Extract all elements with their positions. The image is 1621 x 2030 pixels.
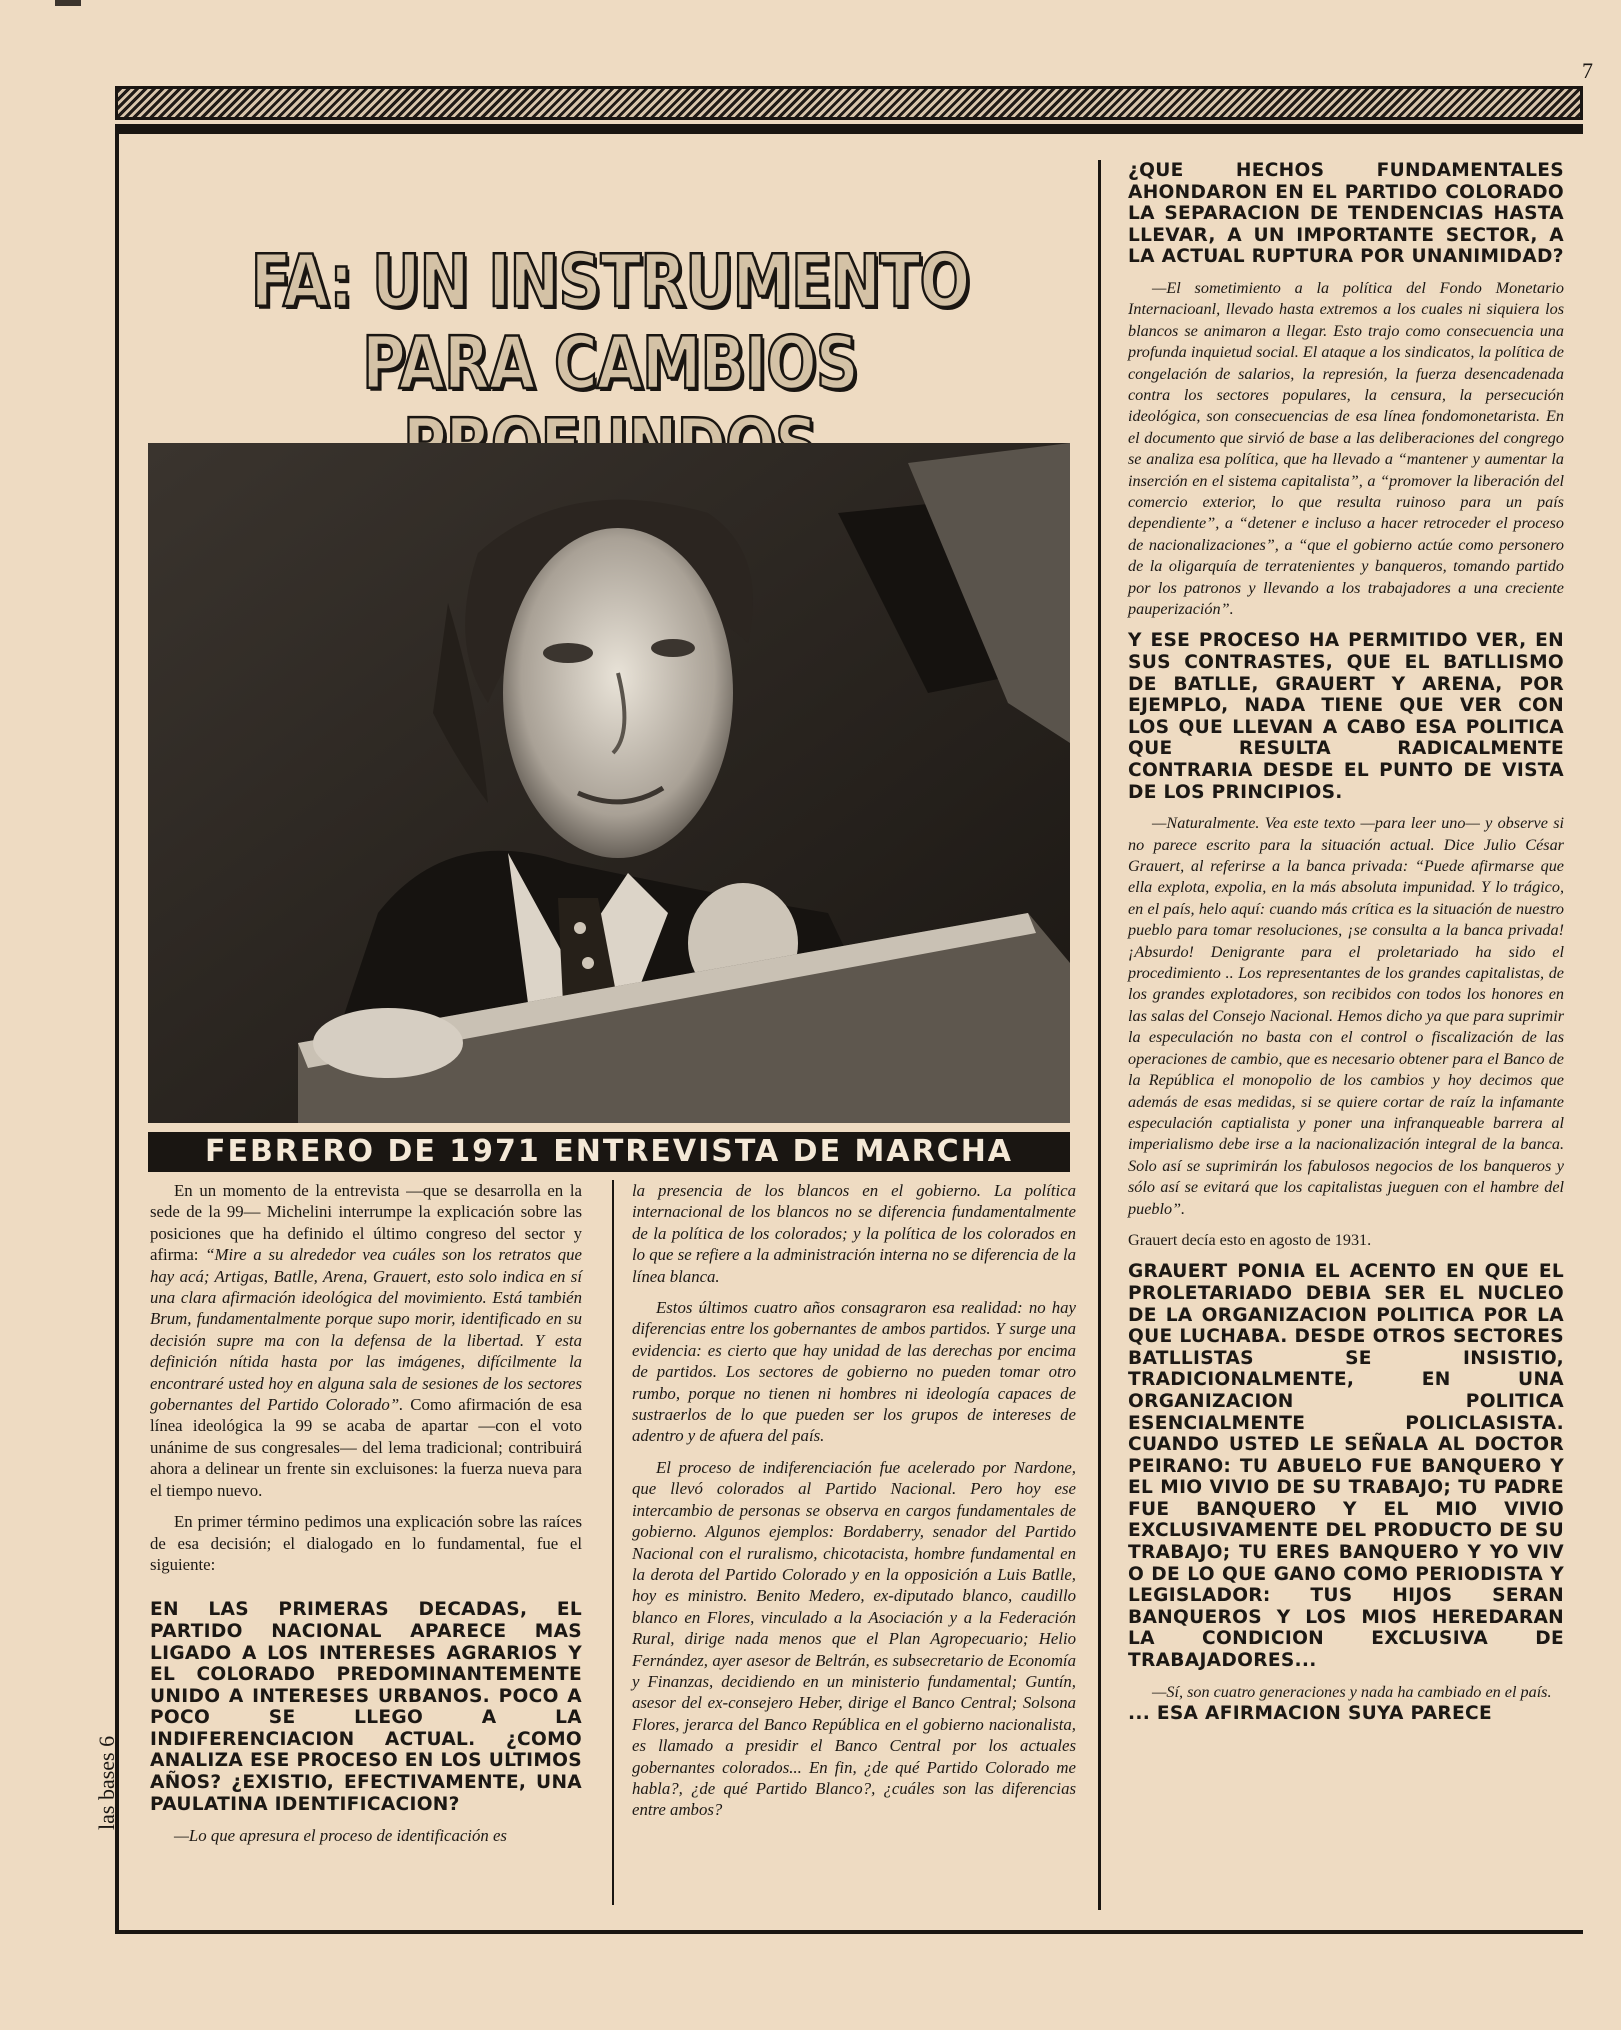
question-3: Y ESE PROCESO HA PERMITIDO VER, EN SUS CONTRASTES, QUE EL BATLLISMO DE BATLLE, GRAUERT Y ARENA, POR EJEMPLO, NADA TIENE QUE VER CON LOS QUE LLEVAN A CABO ESA POLITICA QUE RESULTA RADICALMENTE CONTRARIA DESDE EL PUNTO DE VISTA DE LOS PRINCIPIOS.: [1128, 630, 1564, 803]
header-rule: [115, 124, 1583, 134]
answer-1-para-3: El proceso de indiferenciación fue acelerado por Nardone, que llevó colorados al Partido Nacional. Pero hoy ese intercambio de personas se observa en cargos fundamentales de gobierno. Algunos ejemplos: Bordaberry, senador del Partido Nacional con el ruralismo, chicotacista, hombre fundamental en la derota del Partido Colorado y en la opposición a Luis Batlle, hoy es ministro. Benito Medero, ex-diputado blanco, caudillo blanco en Flores, vinculado a la Asociación y a la Federación Rural, dirige nada menos que el Plan Agropecuario; Helio Fernández, ayer asesor de Beltrán, es subsecretario de Economía y Finanzas, decidiendo en un ministerio fundamental; Guntín, asesor del ex-consejero Heber, dirige el Banco Central; Solsona Flores, jerarca del Banco República en el gobierno nacionalista, es llamado a presidir el Banco Central por los actuales gobernantes colorados... En fin, ¿de qué Partido Colorado me habla?, ¿de qué Partido Blanco?, ¿cuáles son las diferencias entre ambos?: [632, 1457, 1076, 1820]
column-1: [150, 1180, 582, 1847]
intro-paragraph-2: En primer término pedimos una explicación sobre las raíces de esa decisión; el dialogado en lo fundamental, fue el siguiente:: [150, 1512, 582, 1574]
michelini-quote: “Mire a su alrededor vea cuáles son los retratos que hay acá; Artigas, Batlle, Arena, Grauert, esto solo indica en sí una clara afirmación ideológica del movimiento. Está también Brum, fundamentalmente porque supo morir, identificado en su decisión supre ma con la defensa de la libertad. Y esta definición nítida hasta por las imágenes, difícilmente la encontraré usted hoy en alguna sala de sesiones de los sectores gobernantes del Partido Colorado”.: [150, 1245, 583, 1415]
top-edge-mark: [55, 0, 81, 6]
page-number: 7: [1582, 58, 1593, 83]
headline-line-2: PARA CAMBIOS: [362, 321, 858, 405]
question-2: ¿QUE HECHOS FUNDAMENTALES AHONDARON EN EL PARTIDO COLORADO LA SEPARACION DE TENDENCIAS HASTA LLEVAR, A UN IMPORTANTE SECTOR, A LA ACTUAL RUPTURA POR UNANIMIDAD?: [1128, 160, 1564, 268]
answer-1-para-2: Estos últimos cuatro años consagraron esa realidad: no hay diferencias entre los gobernantes de ambos partidos. Y surge una evidencia: es cierto que hay unidad de las derechas por encima de partidos. Los sectores de gobierno no pueden tomar otro rumbo, porque no tienen ni hombres ni ideología capaces de sustraerlos de lo que pueden ser los grupos de intereses de adentro y de afuera del país.: [632, 1298, 1076, 1446]
answer-1-start: —Lo que apresura el proceso de identificación es: [174, 1826, 507, 1846]
headline-line-1: FA: UN INSTRUMENTO: [250, 239, 970, 323]
publication-side-tag: las bases 6: [94, 1735, 119, 1830]
intro-text: En un momento de la entrevista —que se desarrolla en la sede de la 99— Michelini interrumpe la explicación sobre las posiciones que ha definido el último congreso del sector y afirma:: [150, 1181, 582, 1265]
frame-bottom-rule: [115, 1930, 1583, 1934]
intro-paragraph: [150, 1180, 582, 1501]
answer-1-cont: la presencia de los blancos en el gobierno. La política internacional de los blancos no se diferencia fundamentalmente de la política de los colorados; y la política de los colorados en lo que se refiere a la administración interna no se diferencia de la línea blanca.: [632, 1181, 1076, 1286]
question-4: GRAUERT PONIA EL ACENTO EN QUE EL PROLETARIADO DEBIA SER EL NUCLEO DE LA ORGANIZACION POLITICA POR LA QUE LUCHABA. DESDE OTROS SECTORES BATLLISTAS SE INSISTIO, TRADICIONALMENTE, EN UNA ORGANIZACION POLITICA ESENCIALMENTE POLICLASISTA. CUANDO USTED LE SEÑALA AL DOCTOR PEIRANO: TU ABUELO FUE BANQUERO Y EL MIO VIVIO DE SU TRABAJO; TU PADRE FUE BANQUERO Y EL MIO VIVIO EXCLUSIVAMENTE DEL PRODUCTO DE SU TRABAJO; TU ERES BANQUERO Y YO VIV O DE LO QUE GANO COMO PERIODISTA Y LEGISLADOR: TUS HIJOS SERAN BANQUEROS Y LOS MIOS HEREDARAN LA CONDICION EXCLUSIVA DE TRABAJADORES...: [1128, 1261, 1564, 1672]
intro-text-end: Como afirmación de esa línea ideológica la 99 se acaba de apartar —con el voto unánime de sus congresales— del lema tradicional; contribuirá ahora a delinear un frente sin excluisones: la fuerza nueva para el tiempo nuevo.: [150, 1395, 582, 1500]
question-5-start: ... ESA AFIRMACION SUYA PARECE: [1128, 1703, 1492, 1725]
answer-4: —Sí, son cuatro generaciones y nada ha cambiado en el país.: [1152, 1682, 1552, 1701]
answer-3: —Naturalmente. Vea este texto —para leer uno— y observe si no parece escrito para la situación actual. Dice Julio César Grauert, al referirse a la banca privada: “Puede afirmarse que ella explota, expolia, en la más absoluta impunidad. Y lo trágico, en el país, helo aquí: cuando más crítica es la situación de nuestro pueblo para tomar resoluciones, ¡se consulta a la banca privada! ¡Absurdo! Denigrante para el proletariado ha sido el procedimiento .. Los representantes de los grandes capitalistas, de los grandes explotadores, son recibidos con todos los honores en las salas del Consejo Nacional. Hemos dicho ya que para suprimir la especulación no basta con el control o fiscalización de las operaciones de cambio, que es necesario obtener para el Banco de la República el monopolio de los cambios y hoy decimos que además de esas medidas, si se quiere cortar de raíz la infamante especulación captialista y poner una infranqueable barrera al imperialismo debe irse a la nacionalización integral de la banca. Solo así se suprimirán los fabulosos negocios de los banqueros y sólo así se evitará que los capitalistas jueguen con el hambre del pueblo”.: [1128, 814, 1564, 1218]
photo-banner-caption: FEBRERO DE 1971 ENTREVISTA DE MARCHA: [148, 1132, 1070, 1172]
photo-speaker-at-podium-icon: [148, 443, 1070, 1123]
column-divider-middle: [612, 1180, 614, 1905]
question-1: EN LAS PRIMERAS DECADAS, EL PARTIDO NACIONAL APARECE MAS LIGADO A LOS INTERESES AGRARIOS Y EL COLORADO PREDOMINANTEMENTE UNIDO A INTERESES URBANOS. POCO A POCO SE LLEGO A LA INDIFERENCIACION ACTUAL. ¿COMO ANALIZA ESE PROCESO EN LOS ULTIMOS AÑOS? ¿EXISTIO, EFECTIVAMENTE, UNA PAULATINA IDENTIFICACION?: [150, 1599, 582, 1815]
answer-2: —El sometimiento a la política del Fondo Monetario Internacioanl, llevado hasta extremos a los cuales ni siquiera los blancos se animaron a llegar. Esto trajo como consecuencia una profunda inquietud social. El ataque a los sindicatos, la política de congelación de salarios, la represión, la fuerza desencadenada contra los sectores populares, la censura, la persecución ideológica, son consecuencias de esa línea fondomonetarista. En el documento que sirvió de base a las deliberaciones del congrego se analiza esa política, que ha llevado a “mantener y aumentar la inserción en el sistema capitalista”, a “promover la liberación del comercio exterior, lo que resulta ruinoso para un país dependiente”, a “detener e incluso a hacer retroceder el proceso de nacionalizaciones”, a “que el gobierno actúe como personero de la oligarquía de terratenientes y banqueros, tomando partido por los patronos y llevando a los trabajadores a una creciente pauperización”.: [1128, 278, 1564, 619]
frame-left-rule: [115, 134, 119, 1934]
column-divider-right: [1098, 160, 1101, 1910]
hatched-header-bar: [115, 86, 1583, 120]
speaker-photo: [148, 443, 1070, 1123]
column-3: [1128, 160, 1564, 1725]
column-2: [632, 1180, 1076, 1821]
answer-3-note: Grauert decía esto en agosto de 1931.: [1128, 1230, 1372, 1249]
